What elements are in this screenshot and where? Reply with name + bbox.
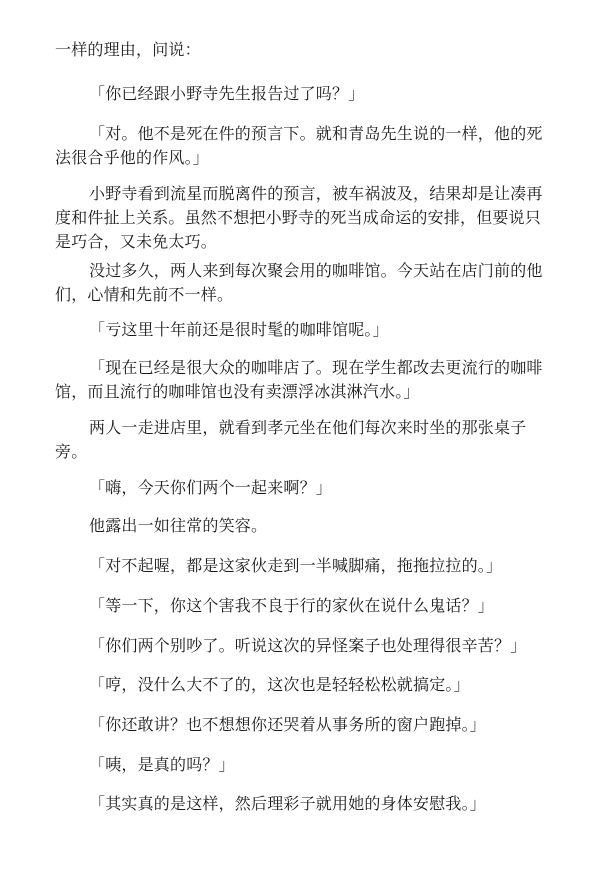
paragraph-2: 「你已经跟小野寺先生报告过了吗？」: [89, 84, 365, 103]
paragraph-3: 「对。他不是死在件的预言下。就和青岛先生说的一样，他的死法很合乎他的作风。」: [55, 124, 543, 167]
paragraph-14: 「哼，没什么大不了的，这次也是轻轻松松就搞定。」: [89, 675, 470, 694]
paragraph-10: 他露出一如往常的笑容。: [89, 516, 268, 535]
paragraph-7: 「现在已经是很大众的咖啡店了。现在学生都改去更流行的咖啡馆，而且流行的咖啡馆也没有卖漂浮冰淇淋汽水。」: [55, 358, 543, 401]
paragraph-11: 「对不起喔，都是这家伙走到一半喊脚痛，拖拖拉拉的。」: [89, 556, 503, 575]
paragraph-12: 「等一下，你这个害我不良于行的家伙在说什么鬼话？」: [89, 596, 495, 615]
paragraph-9: 「嗨，今天你们两个一起来啊？」: [89, 478, 333, 497]
paragraph-5: 没过多久，两人来到每次聚会用的咖啡馆。今天站在店门前的他们，心情和先前不一样。: [55, 261, 543, 304]
paragraph-15: 「你还敢讲？也不想想你还哭着从事务所的窗户跑掉。」: [89, 715, 487, 734]
paragraph-16: 「咦，是真的吗？」: [89, 755, 235, 774]
paragraph-6: 「亏这里十年前还是很时髦的咖啡馆呢。」: [89, 320, 389, 339]
paragraph-1: 一样的理由，问说：: [55, 40, 201, 59]
paragraph-8: 两人一走进店里，就看到孝元坐在他们每次来时坐的那张桌子旁。: [55, 418, 527, 461]
paragraph-13: 「你们两个别吵了。听说这次的异怪案子也处理得很辛苦？」: [89, 636, 527, 655]
paragraph-4: 小野寺看到流星而脱离件的预言，被车祸波及，结果却是让凑再度和件扯上关系。虽然不想把小野寺的死当成命运的安排，但要说只是巧合，又未免太巧。: [55, 184, 543, 251]
paragraph-17: 「其实真的是这样，然后理彩子就用她的身体安慰我。」: [89, 794, 487, 813]
